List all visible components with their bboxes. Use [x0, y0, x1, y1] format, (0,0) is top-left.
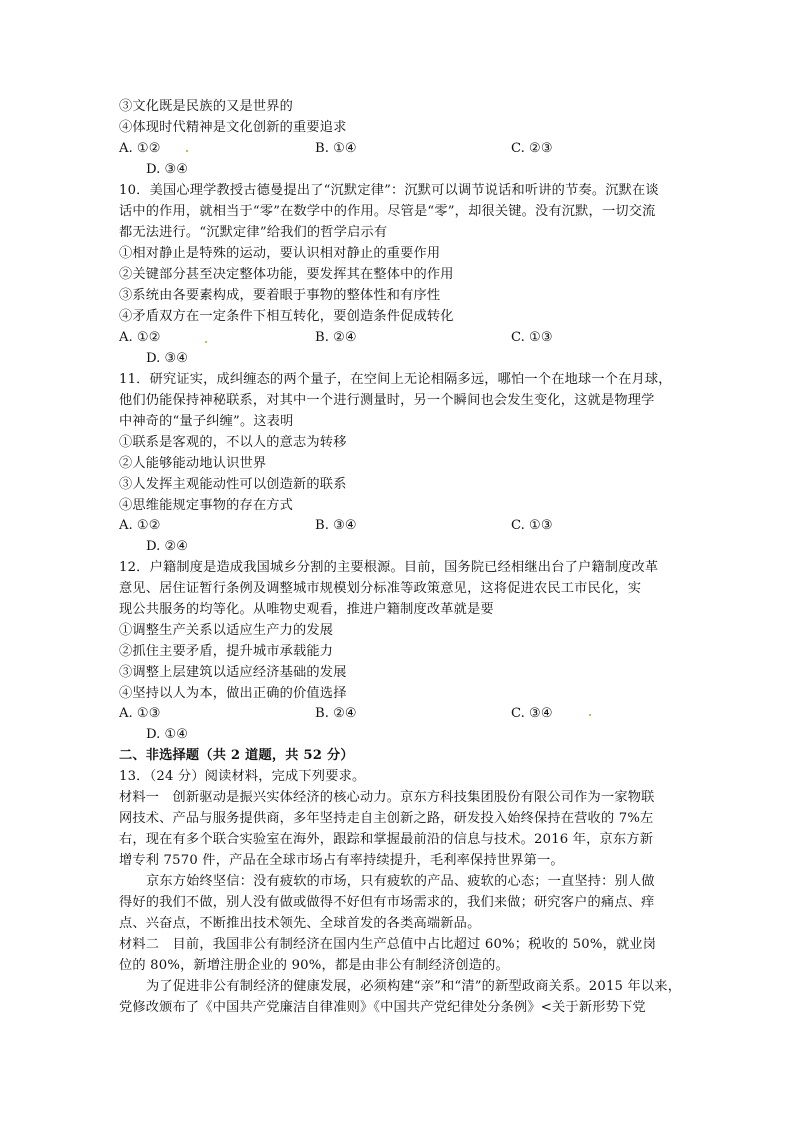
q10-option-d: D. ③④ [146, 351, 189, 366]
q10-stem-line-3: 都无法进行。“沉默定律”给我们的哲学启示有 [119, 225, 388, 240]
material-1-line-4: 增专利 7570 件，产品在全球市场占有率持续提升，毛利率保持世界第一。 [119, 853, 564, 868]
q9-statement-4: ④体现时代精神是文化创新的重要追求 [119, 120, 347, 135]
material-1-para-2-line-2: 得好的我们不做，别人没有做或做得不好但有市场需求的，我们来做；研究客户的痛点、痒 [119, 895, 655, 910]
q9-option-a: A. ①② [119, 141, 161, 156]
q12-stem-line-2: 意见、居住证暂行条例及调整城市规模划分标准等政策意见，这将促进农民工市民化，实 [119, 581, 642, 596]
q11-stem-line-3: 中神奇的“量子纠缠”。这表明 [119, 414, 294, 429]
material-2-line-2: 位的 80%，新增注册企业的 90%，都是由非公有制经济创造的。 [119, 958, 509, 973]
q11-option-c: C. ①③ [511, 518, 553, 533]
speck-mark [205, 341, 207, 343]
q12-option-b: B. ②④ [315, 706, 357, 721]
q12-statement-3: ③调整上层建筑以适应经济基础的发展 [119, 665, 347, 680]
q13-prompt: 13．（24 分）阅读材料，完成下列要求。 [119, 769, 366, 784]
q11-statement-2: ②人能够能动地认识世界 [119, 456, 267, 471]
section-heading: 二、非选择题（共 2 道题，共 52 分） [119, 748, 354, 763]
material-1-line-2: 网技术、产品与服务提供商，多年坚持走自主创新之路，研发投入始终保持在营收的 7%左 [119, 811, 654, 826]
q12-option-d: D. ①④ [146, 727, 189, 742]
q10-statement-3: ③系统由各要素构成，要着眼于事物的整体性和有序性 [119, 288, 441, 303]
q11-option-d: D. ②④ [146, 539, 189, 554]
speck-mark [186, 150, 188, 152]
q10-statement-1: ①相对静止是特殊的运动，要认识相对静止的重要作用 [119, 246, 441, 261]
q12-option-c: C. ③④ [511, 706, 553, 721]
q12-statement-4: ④坚持以人为本，做出正确的价值选择 [119, 686, 347, 701]
q12-stem-line-1: 12．户籍制度是造成我国城乡分割的主要根源。目前，国务院已经相继出台了户籍制度改革 [119, 560, 659, 575]
q12-statement-1: ①调整生产关系以适应生产力的发展 [119, 623, 334, 638]
speck-mark [589, 714, 591, 716]
material-1-para-2-line-3: 点、兴奋点，不断推出技术领先、全球首发的各类高端新品。 [119, 916, 481, 931]
q12-stem-line-3: 现公共服务的均等化。从唯物史观看，推进户籍制度改革就是要 [119, 602, 494, 617]
q10-stem-line-1: 10．美国心理学教授古德曼提出了“沉默定律”：沉默可以调节说话和听讲的节奏。沉默在谈 [119, 183, 659, 198]
material-2-line-1: 材料二 目前，我国非公有制经济在国内生产总值中占比超过 60%；税收的 50%，就业岗 [119, 937, 657, 952]
q11-stem-line-2: 他们仍能保持神秘联系，对其中一个进行测量时，另一个瞬间也会发生变化，这就是物理学 [119, 393, 655, 408]
material-1-line-1: 材料一 创新驱动是振兴实体经济的核心动力。京东方科技集团股份有限公司作为一家物联 [119, 790, 655, 805]
q9-option-c: C. ②③ [511, 141, 553, 156]
material-1-para-2-line-1: 京东方始终坚信：没有疲软的市场，只有疲软的产品、疲软的心态；一直坚持：别人做 [146, 874, 655, 889]
q10-option-c: C. ①③ [511, 330, 553, 345]
q11-option-a: A. ①② [119, 518, 161, 533]
q9-statement-3: ③文化既是民族的又是世界的 [119, 99, 294, 114]
q11-statement-3: ③人发挥主观能动性可以创造新的联系 [119, 477, 347, 492]
q10-option-a: A. ①② [119, 330, 161, 345]
q10-option-b: B. ②④ [315, 330, 357, 345]
material-1-line-3: 右，现在有多个联合实验室在海外，跟踪和掌握最前沿的信息与技术。2016 年，京东方新 [119, 832, 654, 847]
q10-statement-4: ④矛盾双方在一定条件下相互转化，要创造条件促成转化 [119, 309, 454, 324]
q12-statement-2: ②抓住主要矛盾，提升城市承载能力 [119, 644, 334, 659]
q12-option-a: A. ①③ [119, 706, 161, 721]
q9-option-d: D. ③④ [146, 162, 189, 177]
q10-statement-2: ②关键部分甚至决定整体功能，要发挥其在整体中的作用 [119, 267, 454, 282]
q11-stem-line-1: 11．研究证实，成纠缠态的两个量子，在空间上无论相隔多远，哪怕一个在地球一个在月球， [119, 372, 672, 387]
q11-statement-4: ④思维能规定事物的存在方式 [119, 498, 294, 513]
material-2-para-2-line-1: 为了促进非公有制经济的健康发展，必须构建“亲”和“清”的新型政商关系。2015 年以来， [146, 979, 682, 994]
q10-stem-line-2: 话中的作用，就相当于“零”在数学中的作用。尽管是“零”，却很关键。没有沉默，一切交流 [119, 204, 656, 219]
q11-option-b: B. ③④ [315, 518, 357, 533]
q11-statement-1: ①联系是客观的，不以人的意志为转移 [119, 435, 347, 450]
q9-option-b: B. ①④ [315, 141, 357, 156]
material-2-para-2-line-2: 党修改颁布了《中国共产党廉洁自律准则》《中国共产党纪律处分条例》<关于新形势下党 [119, 1000, 646, 1015]
